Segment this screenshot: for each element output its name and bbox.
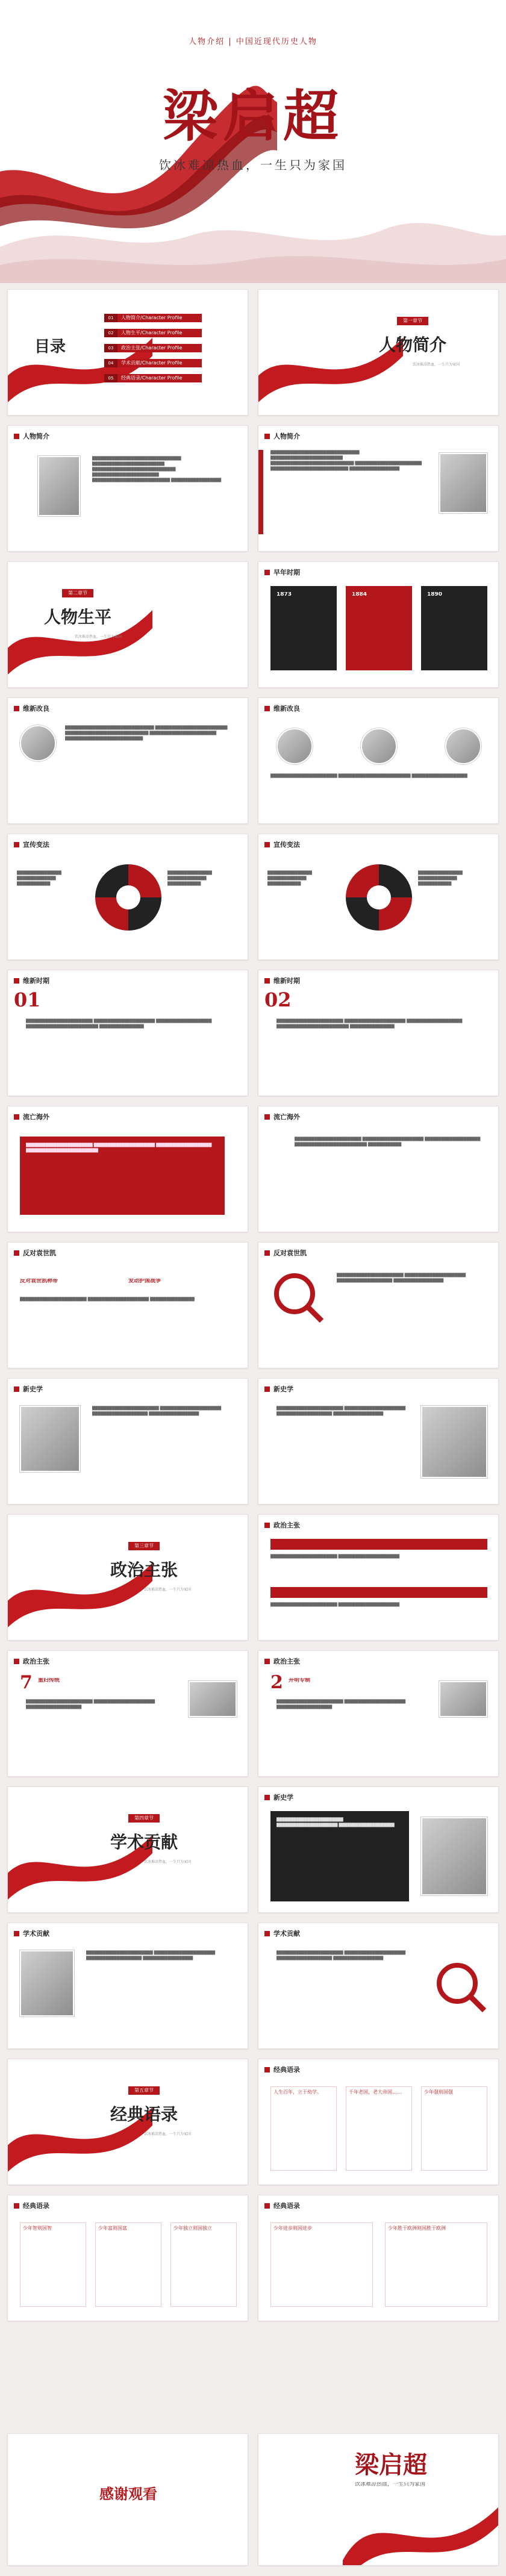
body-text: ████████████████████████████████ ██████████████████████████ ██████████████████████████████ ████████████████████████ ████████████████████████████ [65, 726, 228, 741]
red-banner [270, 1587, 487, 1598]
slide-header: 经典语录 [14, 2200, 49, 2211]
body-text: ████████████████████████ ██████████████████████ [270, 1555, 400, 1559]
section-subtitle: 饮冰难凉热血，一生只为家国 [143, 2132, 191, 2136]
exile-slide [7, 1106, 248, 1232]
timeline-year: 1890 [427, 592, 443, 597]
timeline-card [270, 586, 337, 670]
section-subtitle: 饮冰难凉热血，一生只为家国 [74, 635, 122, 639]
slide-header: 反对袁世凯 [14, 1247, 56, 1258]
section-title: 经典语录 [110, 2104, 178, 2124]
timeline-year: 1873 [276, 592, 292, 597]
slide-header: 新史学 [264, 1383, 293, 1394]
mountain-decoration [0, 193, 506, 283]
quote-card: 少年智则国智 [20, 2222, 86, 2307]
restore-slide [258, 970, 499, 1096]
toc-item[interactable]: 01 人物简介/Character Profile [104, 314, 202, 322]
propaganda-slide [258, 834, 499, 960]
quote-card: 少年进步则国进步 [270, 2222, 373, 2307]
stat-label: 发动护国战争 [128, 1279, 161, 1284]
portrait-photo [445, 728, 481, 764]
portrait-photo [361, 728, 397, 764]
body-text: ████████████████████████ ██████████████████████ ████████████████████ ██████████████████ [86, 1951, 216, 1960]
section-slide [258, 289, 499, 416]
section-slide [7, 561, 248, 688]
quote-card: 千年老国，老大帝国…… [346, 2086, 412, 2171]
body-text: ████████████████████████ ██████████████████████ ████████████████████ ██████████████████████████ ████████████████ [26, 1019, 212, 1029]
oppose-slide [7, 1242, 248, 1368]
magnifier-icon [270, 1270, 325, 1324]
slide-header: 早年时期 [264, 567, 300, 578]
quote-card: 少年强则国强 [421, 2086, 487, 2171]
slide-header: 宣传变法 [14, 839, 49, 850]
section-tag: 第五章节 [128, 2086, 160, 2095]
slide-header: 维新时期 [264, 975, 300, 986]
section-title: 学术贡献 [110, 1832, 178, 1852]
timeline-card [421, 586, 487, 670]
section-tag: 第二章节 [62, 589, 93, 597]
quotes-slide [258, 2195, 499, 2321]
quote-card: 人生百年，立于幼学。 [270, 2086, 337, 2171]
body-text: ████████████████████████ ██████████████████████ ████████████████████ ██████████████████████████ ████████████ [295, 1137, 481, 1147]
slide-header: 学术贡献 [14, 1928, 49, 1939]
section-subtitle: 饮冰难凉热血，一生只为家国 [143, 1860, 191, 1864]
portrait-photo [20, 1950, 74, 2016]
section-slide [7, 2059, 248, 2185]
portrait-photo [38, 456, 80, 516]
quote-card: 少年富则国富 [95, 2222, 161, 2307]
section-title: 人物生平 [44, 607, 112, 627]
body-text: ████████████████████████ ██████████████████████ ████████████████████ [276, 1700, 406, 1709]
body-text: ████████████████████████████████ ██████████████████████████ ██████████████████████████████ ████████████████████████ ████████████████████████████ ██████████████████ [92, 457, 222, 482]
body-text: ████████████████████████ ██████████████████████ ████████████████████ ██████████████████ [276, 1951, 406, 1960]
section-tag: 第一章节 [397, 317, 428, 325]
toc-slide [7, 289, 248, 416]
section-subtitle: 饮冰难凉热血，一生只为家国 [412, 363, 460, 367]
propaganda-slide [7, 834, 248, 960]
body-text: ████████████████████████ ██████████████████████ ████████████████████ ██████████████████████████ [26, 1143, 212, 1153]
body-text: ████████████████████████ ██████████████████████ ████████████████████ [276, 1818, 395, 1827]
slide-header: 反对袁世凯 [264, 1247, 307, 1258]
slide-header: 维新改良 [264, 703, 300, 714]
slide-header: 政治主张 [14, 1656, 49, 1667]
thanks-text: 感谢观看 [99, 2485, 157, 2503]
academic-slide [7, 1923, 248, 2049]
toc-item[interactable]: 02 人物生平/Character Profile [104, 329, 202, 337]
big-number: 2 [270, 1672, 283, 1693]
slide-header: 经典语录 [264, 2064, 300, 2075]
slide-header: 维新改良 [14, 703, 49, 714]
slide-header: 政治主张 [264, 1520, 300, 1530]
closing-slide [258, 2433, 499, 2566]
quote-card: 少年胜于欧洲则国胜于欧洲 [385, 2222, 487, 2307]
closing-title: 梁启超 [355, 2451, 427, 2479]
profile-slide [258, 425, 499, 552]
early-slide [258, 561, 499, 688]
closing-slogan: 饮冰难凉热血，一生只为家国 [355, 2482, 426, 2487]
slide-header: 流亡海外 [14, 1111, 49, 1122]
slide-header: 维新时期 [14, 975, 49, 986]
body-text: ████████████████ ██████████████ ████████████ [167, 871, 212, 886]
group-photo [20, 1406, 80, 1472]
section-tag: 第三章节 [128, 1542, 160, 1550]
history-slide [258, 1378, 499, 1505]
body-text: ████████████████████████ ██████████████████████████ ████████████████████ [270, 774, 467, 778]
quotes-slide [7, 2195, 248, 2321]
slide-header: 宣传变法 [264, 839, 300, 850]
section-title: 政治主张 [110, 1560, 178, 1580]
quad-circle-graphic [95, 864, 161, 931]
portrait-photo [20, 725, 56, 761]
big-number: 7 [20, 1672, 33, 1693]
body-text: ████████████████ ██████████████ ████████████ [17, 871, 61, 886]
toc-item[interactable]: 03 政治主张/Character Profile [104, 344, 202, 352]
politics-slide [7, 1650, 248, 1777]
body-text: ████████████████████████ ██████████████████████ [270, 1603, 400, 1607]
hero-subtitle: 人物介绍 | 中国近现代历史人物 [189, 37, 317, 46]
big-number: 01 [14, 988, 41, 1011]
body-text: ████████████████████████████████ ██████████████████████████ ██████████████████████████████ ████████████████████████ ████████████████████████████ ██████████████████ [270, 451, 422, 471]
body-text: ████████████████████████ ██████████████████████ ████████████████████ ██████████████████ [276, 1406, 406, 1416]
body-text: ████████████████████████ ██████████████████████ ████████████████ [20, 1297, 195, 1302]
thanks-slide [7, 2433, 248, 2566]
slide-header: 学术贡献 [264, 1928, 300, 1939]
quotes-slide [258, 2059, 499, 2185]
reform-slide [258, 697, 499, 824]
slide-header: 流亡海外 [264, 1111, 300, 1122]
politics-slide [258, 1650, 499, 1777]
timeline-card [346, 586, 412, 670]
red-ribbon-decoration [258, 302, 403, 416]
building-photo [189, 1681, 237, 1717]
body-text: ████████████████████████ ██████████████████████ ████████████████████ ██████████████████ [337, 1273, 466, 1283]
academic-slide [258, 1923, 499, 2049]
hero-title: 梁启超 [162, 84, 343, 149]
body-text: ████████████████████████ ██████████████████████ ████████████████████ ██████████████████ [92, 1406, 222, 1416]
body-text: ████████████████████████ ██████████████████████ ████████████████████ [26, 1700, 155, 1709]
politics-slide [258, 1514, 499, 1641]
red-banner [270, 1539, 487, 1550]
portrait-photo [421, 1406, 487, 1478]
ending-row [7, 2433, 499, 2569]
portrait-photo [439, 453, 487, 513]
subheading: 开明专制 [289, 1678, 311, 1683]
section-tag: 第四章节 [128, 1814, 160, 1823]
hero-slogan: 饮冰难凉热血，一生只为家国 [159, 158, 347, 172]
building-photo [439, 1681, 487, 1717]
slide-header: 政治主张 [264, 1656, 300, 1667]
quote-card: 少年独立则国独立 [170, 2222, 237, 2307]
profile-slide [7, 425, 248, 552]
portrait-photo [276, 728, 313, 764]
exile-slide [258, 1106, 499, 1232]
timeline-year: 1884 [352, 592, 367, 597]
body-text: ████████████████████████ ██████████████████████ ████████████████████ ██████████████████████████ ████████████████ [276, 1019, 463, 1029]
toc-item[interactable]: 05 经典语录/Character Profile [104, 374, 202, 382]
section-title: 人物简介 [379, 335, 447, 355]
accent-bar [258, 450, 263, 534]
toc-item[interactable]: 04 学术贡献/Character Profile [104, 359, 202, 367]
section-subtitle: 饮冰难凉热血，一生只为家国 [143, 1588, 191, 1592]
magnifier-icon [433, 1959, 487, 2013]
slide-header: 新史学 [264, 1792, 293, 1803]
slide-header: 人物简介 [264, 431, 300, 441]
slide-header: 人物简介 [14, 431, 49, 441]
subheading: 重归传统 [38, 1678, 60, 1683]
portrait-photo [421, 1817, 487, 1895]
reform-slide [7, 697, 248, 824]
oppose-slide [258, 1242, 499, 1368]
big-number: 02 [264, 988, 292, 1011]
toc-title: 目录 [32, 332, 68, 359]
history-slide [258, 1786, 499, 1913]
section-slide [7, 1514, 248, 1641]
history-slide [7, 1378, 248, 1505]
hero-cover [0, 0, 506, 283]
stat-label: 反对袁世凯称帝 [20, 1279, 58, 1284]
quad-circle-graphic [346, 864, 412, 931]
section-slide [7, 1786, 248, 1913]
slide-header: 经典语录 [264, 2200, 300, 2211]
slide-header: 新史学 [14, 1383, 43, 1394]
body-text: ████████████████ ██████████████ ████████████ [418, 871, 463, 886]
restore-slide [7, 970, 248, 1096]
body-text: ████████████████ ██████████████ ████████████ [267, 871, 312, 886]
